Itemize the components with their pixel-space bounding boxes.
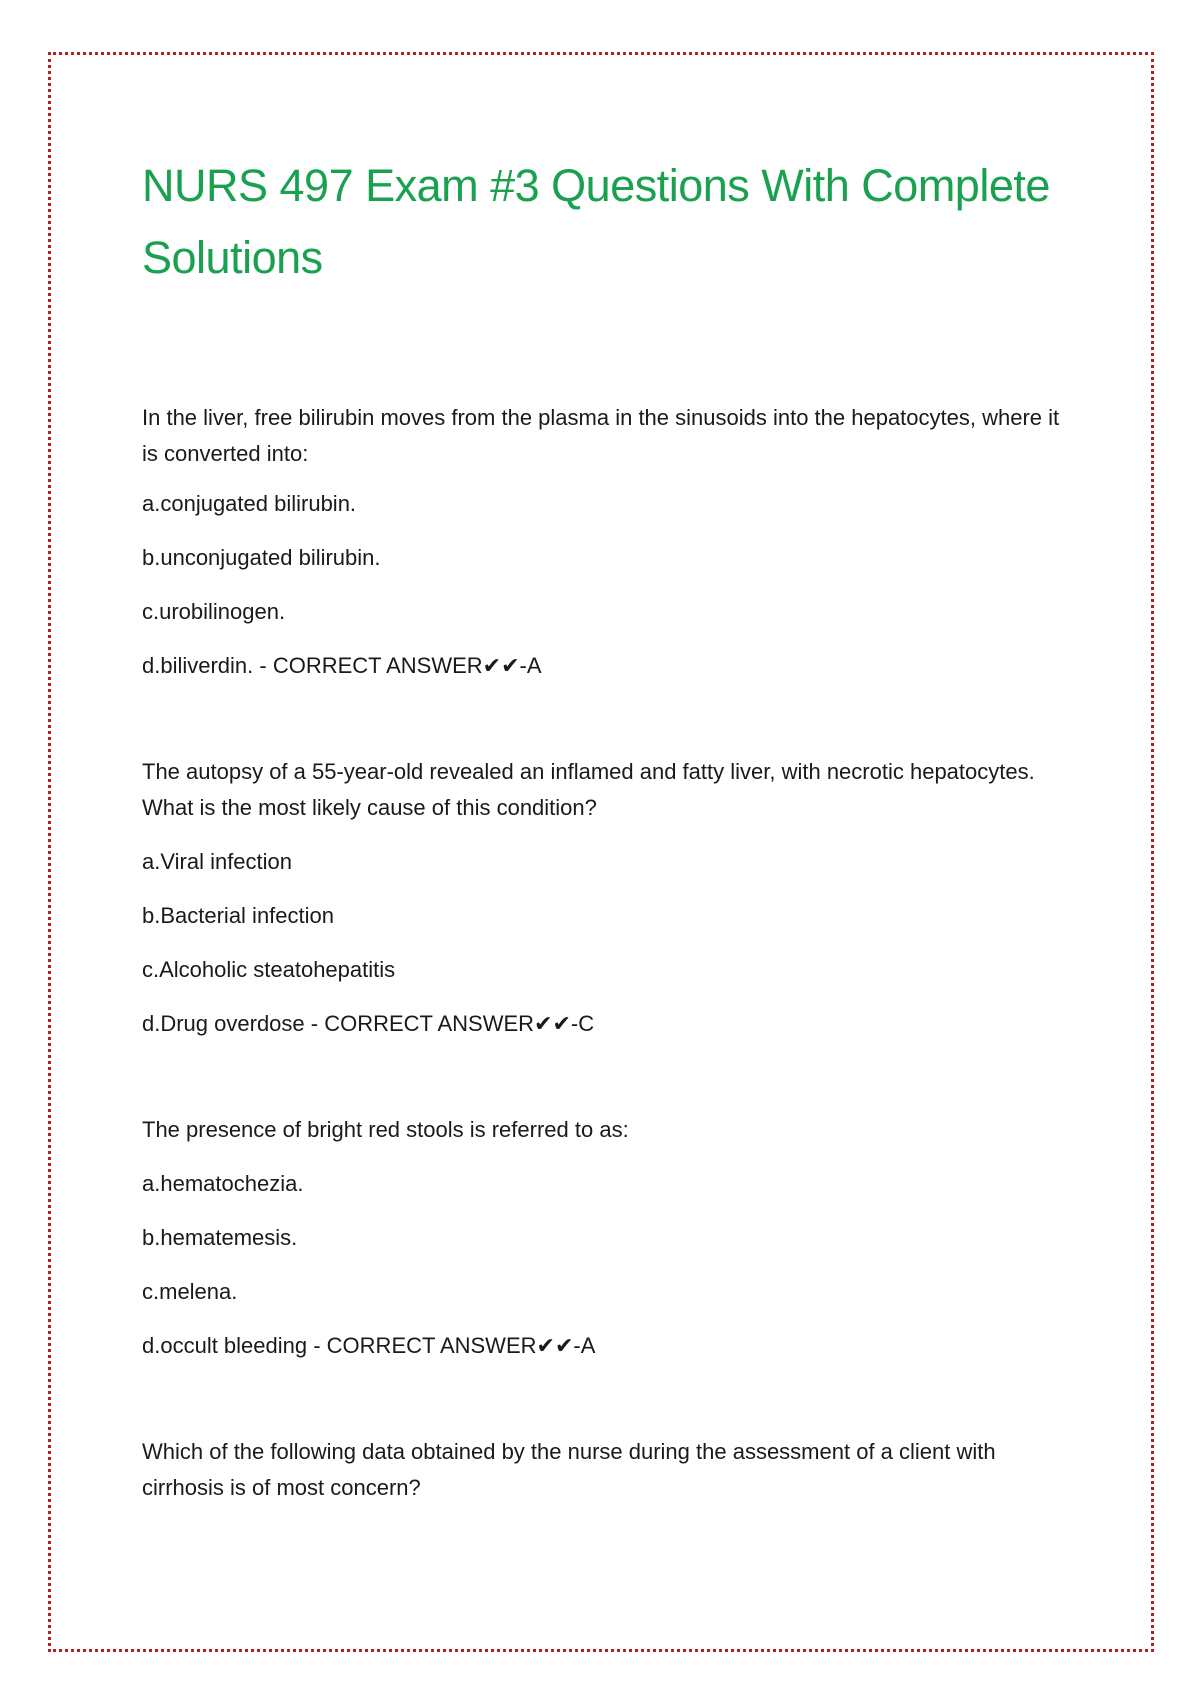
answer-option-b: b.hematemesis.: [142, 1225, 298, 1250]
question-block: [142, 754, 1072, 1042]
question-block: [142, 400, 1072, 684]
answer-option-c: c.urobilinogen.: [142, 599, 286, 624]
answer-option-a: a.Viral infection: [142, 849, 293, 874]
answer-option-d-correct: d.occult bleeding - CORRECT ANSWER✔✔-A: [142, 1333, 596, 1358]
answer-option-c: c.melena.: [142, 1279, 238, 1304]
answer-option-d-correct: d.biliverdin. - CORRECT ANSWER✔✔-A: [142, 653, 542, 678]
question-text: The autopsy of a 55-year-old revealed an inflamed and fatty liver, with necrotic hepatocytes. What is the most likely cause of this condition?: [142, 759, 1035, 820]
question-block: [142, 1434, 1072, 1506]
question-block: [142, 1112, 1072, 1364]
answer-option-a: a.conjugated bilirubin.: [142, 491, 357, 516]
answer-option-d-correct: d.Drug overdose - CORRECT ANSWER✔✔-C: [142, 1011, 595, 1036]
answer-option-b: b.Bacterial infection: [142, 903, 334, 928]
question-text: In the liver, free bilirubin moves from the plasma in the sinusoids into the hepatocytes, where it is converted into:: [142, 405, 1060, 466]
question-text: Which of the following data obtained by the nurse during the assessment of a client with cirrhosis is of most concern?: [142, 1439, 996, 1500]
answer-option-a: a.hematochezia.: [142, 1171, 304, 1196]
document-title: NURS 497 Exam #3 Questions With Complete Solutions: [142, 160, 1050, 283]
document-content: [142, 150, 1072, 1576]
answer-option-c: c.Alcoholic steatohepatitis: [142, 957, 396, 982]
answer-option-b: b.unconjugated bilirubin.: [142, 545, 381, 570]
question-list: [142, 400, 1072, 1506]
question-text: The presence of bright red stools is referred to as:: [142, 1117, 629, 1142]
